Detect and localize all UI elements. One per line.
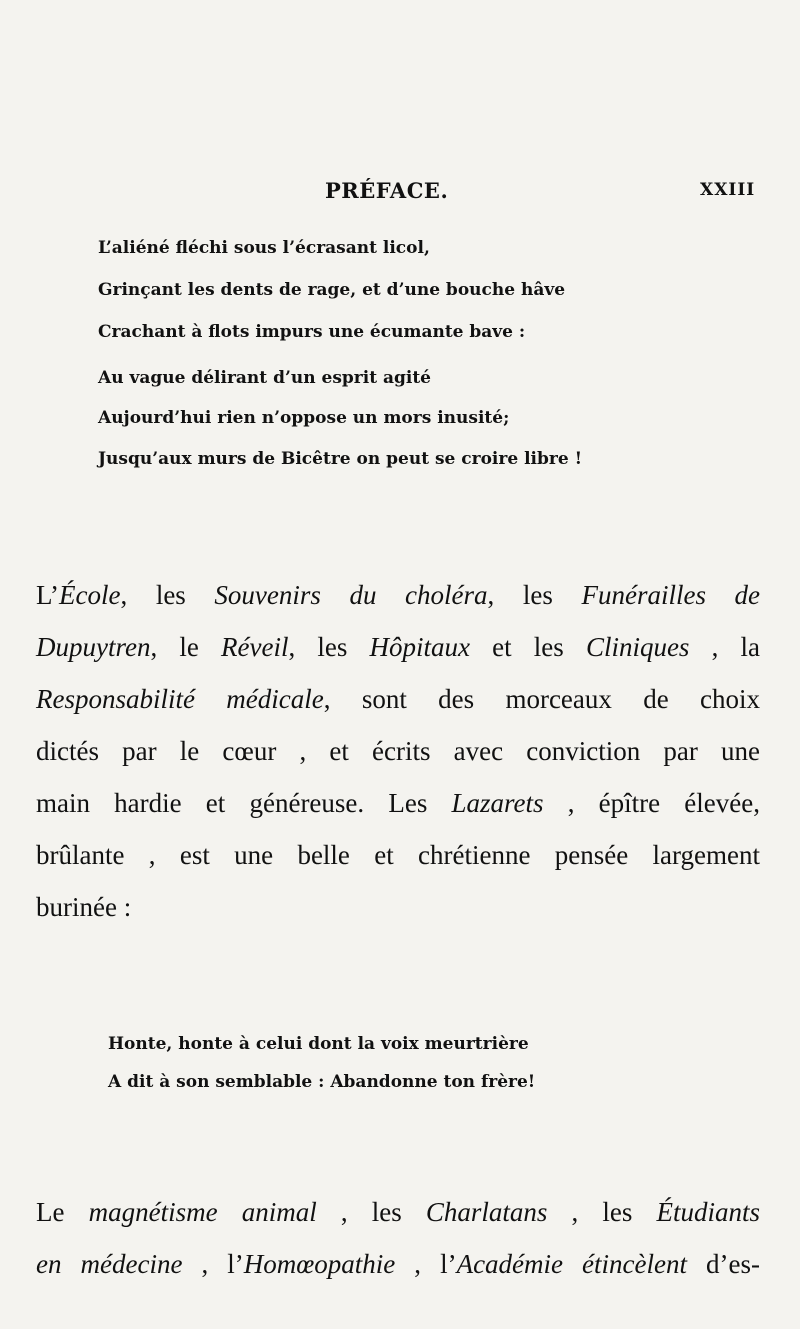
paragraph-line — [36, 582, 760, 609]
text-run: Le — [36, 1197, 89, 1227]
italic-title: Académie étincèlent — [456, 1249, 687, 1279]
italic-title: Responsabilité médicale — [36, 684, 324, 714]
verse-line: Au vague délirant d’un esprit agité — [98, 368, 431, 388]
page-number: XXIII — [700, 180, 756, 200]
text-run: main hardie et généreuse. Les — [36, 788, 452, 818]
running-head — [0, 178, 800, 218]
paragraph-line: brûlante , est une belle et chrétienne pensée largement — [36, 840, 760, 870]
text-run: , sont des morceaux de choix — [323, 684, 760, 714]
verse-line: Jusqu’aux murs de Bicêtre on peut se croire libre ! — [98, 449, 583, 469]
verse-line: Crachant à flots impurs une écumante bave : — [98, 322, 526, 342]
verse-line: Aujourd’hui rien n’oppose un mors inusité; — [98, 408, 510, 428]
verse-line: Grinçant les dents de rage, et d’une bouche hâve — [98, 280, 566, 300]
italic-title: Souvenirs du choléra — [214, 580, 488, 610]
running-title: PRÉFACE. — [325, 178, 449, 203]
verse-line: Honte, honte à celui dont la voix meurtrière — [108, 1034, 529, 1054]
text-run: , les — [316, 1197, 426, 1227]
italic-title: Lazarets — [451, 788, 544, 818]
text-run: d’es- — [687, 1249, 761, 1279]
verse-line: L’aliéné fléchi sous l’écrasant licol, — [98, 238, 430, 258]
paragraph-line: dictés par le cœur , et écrits avec conviction par une — [36, 736, 760, 766]
italic-title: Cliniques — [585, 632, 690, 662]
text-run: L’ — [36, 580, 60, 610]
text-run: , l’ — [395, 1249, 457, 1279]
italic-title: Réveil — [221, 632, 289, 662]
verse-line: A dit à son semblable : Abandonne ton frère! — [108, 1072, 536, 1092]
italic-title: en médecine — [36, 1249, 183, 1279]
text-run: , épître élevée, — [543, 788, 760, 818]
paragraph-line — [36, 790, 760, 817]
italic-title: École — [59, 580, 121, 610]
paragraph-line — [36, 1199, 760, 1226]
text-run: , les — [547, 1197, 657, 1227]
italic-title: Charlatans — [425, 1197, 548, 1227]
italic-title: Étudiants — [656, 1197, 761, 1227]
italic-title: Funérailles de — [581, 580, 761, 610]
text-run: , le — [150, 632, 222, 662]
text-run: , les — [120, 580, 215, 610]
text-run: , la — [689, 632, 760, 662]
paragraph-line — [36, 634, 760, 661]
paragraph-line: burinée : — [36, 892, 132, 922]
paragraph-line — [36, 1251, 760, 1278]
italic-title: Hôpitaux — [369, 632, 471, 662]
italic-title: magnétisme animal — [88, 1197, 317, 1227]
text-run: , les — [487, 580, 582, 610]
italic-title: Homœopathie — [243, 1249, 396, 1279]
italic-title: Dupuytren — [36, 632, 151, 662]
text-run: , l’ — [182, 1249, 244, 1279]
text-run: et les — [470, 632, 586, 662]
paragraph-line — [36, 686, 760, 713]
text-run: , les — [288, 632, 370, 662]
